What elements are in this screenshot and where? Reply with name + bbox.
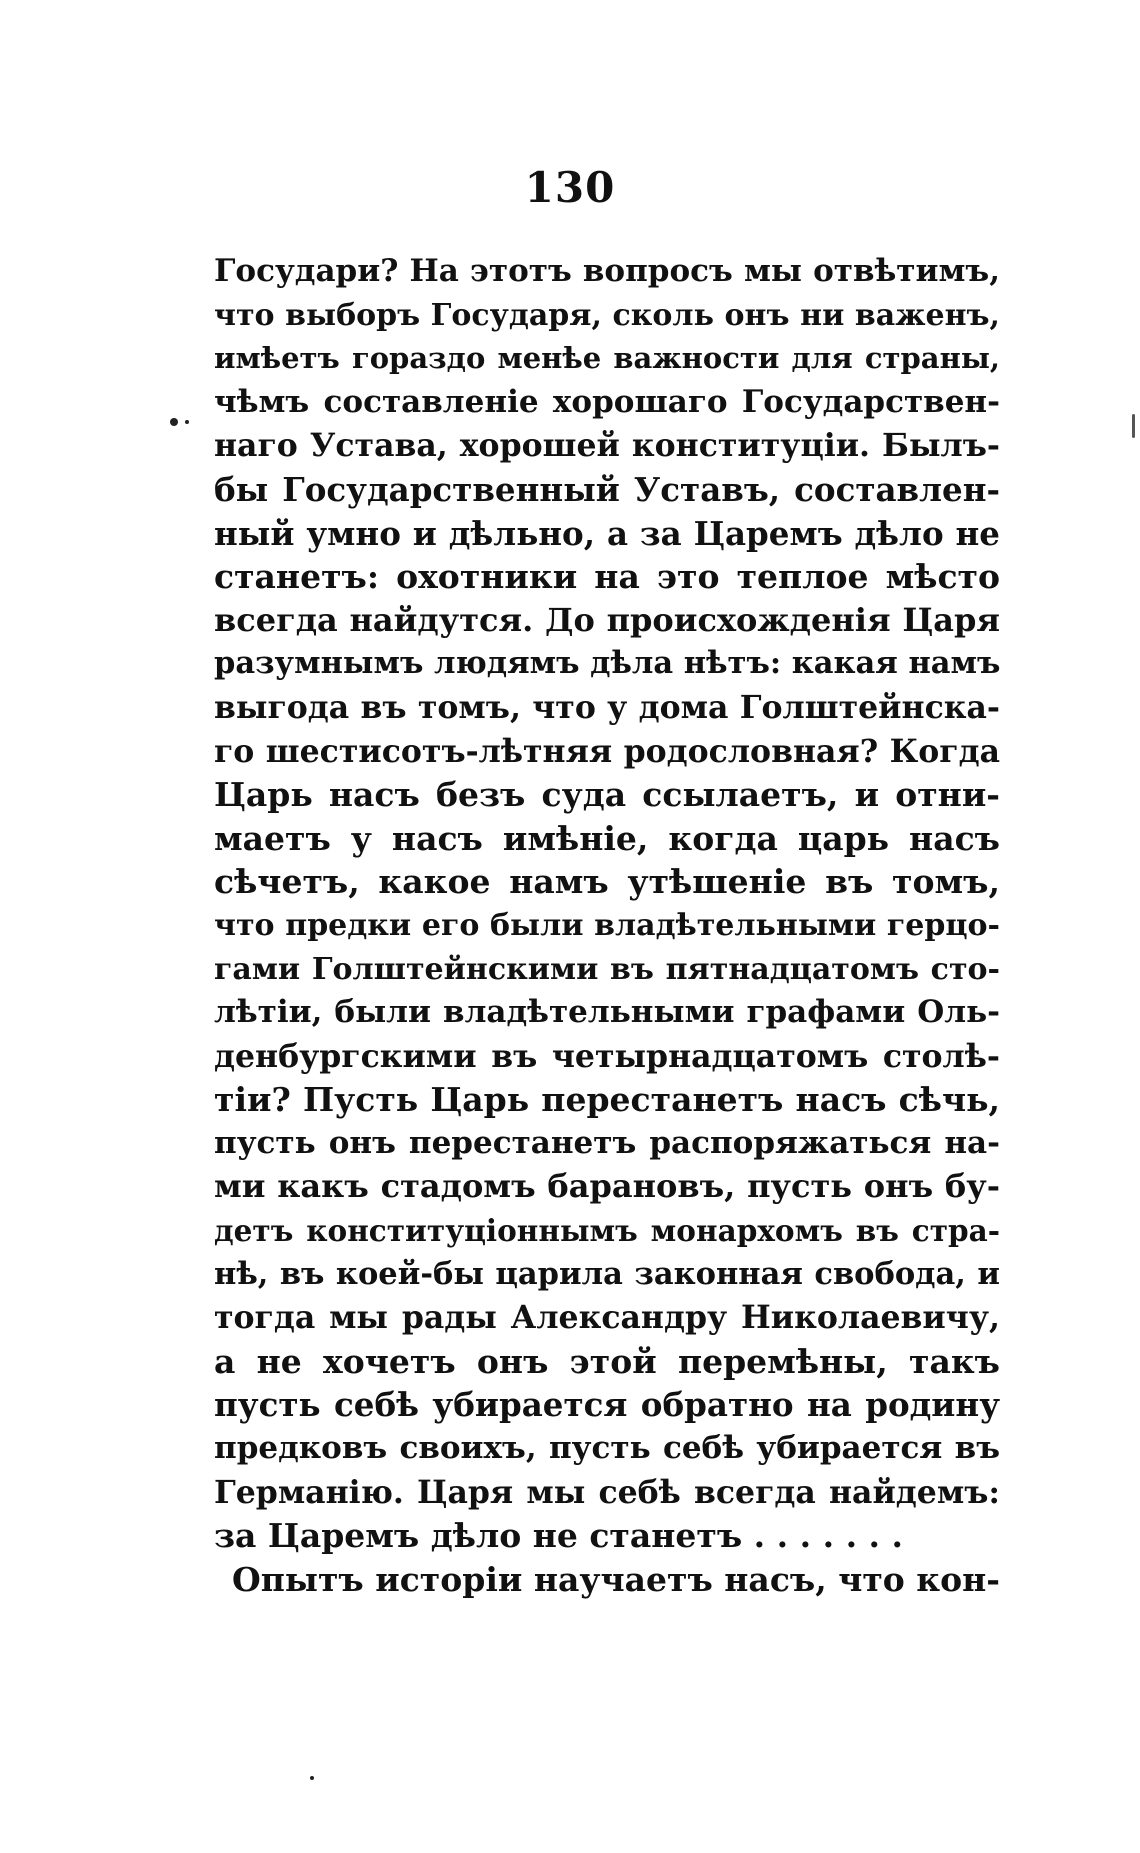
- text-line: что выборъ Государя, сколь онъ ни важенъ,: [214, 297, 1000, 333]
- text-line: всегда найдутся. До происхожденія Царя: [214, 600, 1000, 639]
- text-line: за Царемъ дѣло не станетъ . . . . . . .: [214, 1516, 904, 1556]
- text-line: бы Государственный Уставъ, составлен-: [214, 469, 1000, 509]
- text-line: нѣ, въ коей-бы царила законная свобода, и: [214, 1255, 1000, 1292]
- text-line: а не хочетъ онъ этой перемѣны, такъ: [214, 1341, 1000, 1381]
- text-line: Царь насъ безъ суда ссылаетъ, и отни-: [214, 775, 1000, 815]
- text-line: имѣетъ гораздо менѣе важности для страны,: [214, 341, 1000, 376]
- page-number: 130: [524, 163, 616, 212]
- text-line: ный умно и дѣльно, а за Царемъ дѣло не: [214, 513, 1000, 553]
- body-text: [214, 250, 1000, 1601]
- text-line: Государи? На этотъ вопросъ мы отвѣтимъ,: [214, 253, 1000, 289]
- text-line: пусть онъ перестанетъ распоряжаться на-: [214, 1124, 1000, 1161]
- text-line: наго Устава, хорошей конституціи. Былъ-: [214, 427, 1000, 465]
- text-line: выгода въ томъ, что у дома Голштейнска-: [214, 688, 1000, 726]
- text-line: маетъ у насъ имѣніе, когда царь насъ: [214, 818, 1000, 858]
- text-line: детъ конституціоннымъ монархомъ въ стра-: [214, 1213, 1000, 1249]
- text-line: что предки его были владѣтельными герцо-: [214, 907, 1000, 943]
- ink-speck: [310, 1776, 314, 1780]
- text-line: Опытъ исторіи научаетъ насъ, что кон-: [232, 1559, 1000, 1599]
- text-line: гами Голштейнскими въ пятнадцатомъ сто-: [214, 951, 1000, 987]
- text-line: лѣтіи, были владѣтельными графами Оль-: [214, 994, 1000, 1031]
- text-line: тогда мы рады Александру Николаевичу,: [214, 1299, 1000, 1337]
- text-line: денбургскими въ четырнадцатомъ столѣ-: [214, 1037, 1000, 1075]
- text-line: го шестисотъ-лѣтняя родословная? Когда: [214, 732, 1000, 770]
- text-line: предковъ своихъ, пусть себѣ убирается въ: [214, 1430, 1000, 1467]
- text-line: ми какъ стадомъ барановъ, пусть онъ бу-: [214, 1167, 1000, 1206]
- text-line: Германію. Царя мы себѣ всегда найдемъ:: [214, 1473, 1000, 1511]
- text-line: сѣчетъ, какое намъ утѣшеніе въ томъ,: [214, 862, 1000, 902]
- ink-speck: [185, 420, 189, 424]
- text-line: станетъ: охотники на это теплое мѣсто: [214, 557, 1000, 597]
- text-line: тіи? Пусть Царь перестанетъ насъ сѣчь,: [214, 1080, 1000, 1120]
- text-line: пусть себѣ убирается обратно на родину: [214, 1385, 1000, 1425]
- ink-speck: [1132, 414, 1135, 438]
- text-line: чѣмъ составленіе хорошаго Государствен-: [214, 383, 1000, 420]
- text-line: разумнымъ людямъ дѣла нѣтъ: какая намъ: [214, 645, 1001, 682]
- ink-speck: [170, 418, 178, 426]
